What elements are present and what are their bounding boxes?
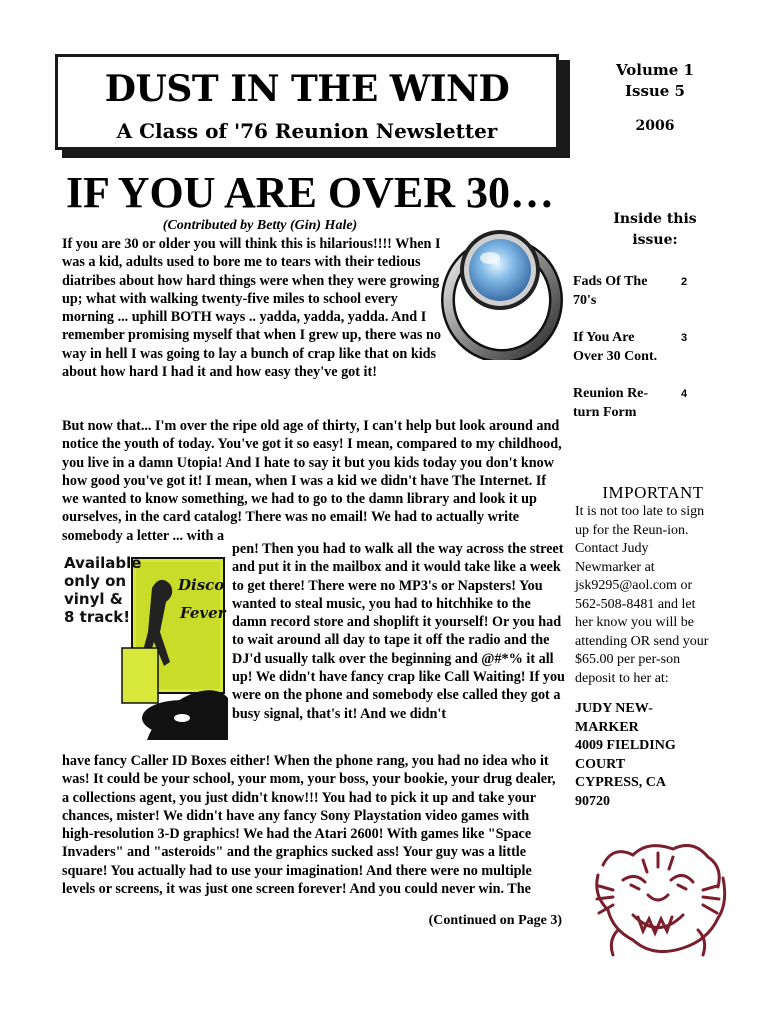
address-line: 90720 <box>575 793 610 809</box>
inside-title-line1: Inside this <box>613 211 697 227</box>
album-title-line1: Disco <box>178 576 225 594</box>
toc-item-reunion-form[interactable] <box>573 385 723 422</box>
toc-item-page: 3 <box>681 332 688 344</box>
address-line: COURT <box>575 756 626 772</box>
important-heading: IMPORTANT <box>602 483 704 502</box>
article-paragraph-3: pen! Then you had to walk all the way across the street and put it in the mailbox and it would take like a week to get there! There were no MP3's or Napsters! You wanted to steal music, you had to hitchhike to the damn record store and shoplift it yourself! Or you had to wait around all day to tape it off the radio and the DJ'd usually talk over the beginning and @#*% it all up! We didn't have fancy crap like Call Waiting! If you were on the phone and somebody else called they got a busy signal, that's it! And we didn't <box>232 541 565 722</box>
volume-issue <box>580 60 730 102</box>
address-line: JUDY NEW- <box>575 701 653 716</box>
toc-item-label: Fads Of The 70's <box>573 274 648 308</box>
article-byline: (Contributed by Betty (Gin) Hale) <box>162 218 358 233</box>
toc-item-label: Reunion Re-turn Form <box>573 386 649 420</box>
issue-label: Issue 5 <box>624 82 685 100</box>
toc-item-fads[interactable] <box>573 273 723 310</box>
address-line: CYPRESS, CA <box>575 775 667 790</box>
continued-note: (Continued on Page 3) <box>428 913 562 928</box>
ad-text-line4: 8 track! <box>64 608 131 626</box>
newsletter-title: DUST IN THE WIND <box>104 68 510 110</box>
toc-item-label: If You Are Over 30 Cont. <box>573 330 658 364</box>
inside-title-line2: issue: <box>632 232 678 248</box>
tiger-mascot-icon <box>583 835 733 965</box>
toc-item-page: 4 <box>681 388 688 400</box>
mood-ring-icon <box>440 220 565 360</box>
ad-text-line2: only on <box>64 572 127 590</box>
inside-issue-title <box>580 209 730 251</box>
article-paragraph-1: If you are 30 or older you will think this is hilarious!!!! When I was a kid, adults used to bore me to tears with their tedious diatribes about how hard things were when they were growing up; what with walking twenty-five miles to school every morning ... uphill BOTH ways .. yadda, yadda, yadda. And I remember promising myself that when I grew up, there was no way in hell I was going to lay a bunch of crap like that on kids about how hard I had it and how easy they've got it! <box>62 236 441 381</box>
ad-text-line3: vinyl & <box>64 590 123 608</box>
ad-text-line1: Available <box>64 554 142 572</box>
important-body: It is not too late to sign up for the Reun-ion. Contact Judy Newmarker at jsk9295@aol.com or 562-508-8481 and let her know you will be attending OR send your $65.00 per per-son deposit to her at: <box>575 504 709 686</box>
address-line: 4009 FIELDING <box>575 738 676 753</box>
article-paragraph-4: have fancy Caller ID Boxes either! When the phone rang, you had no idea who it was! It could be your school, your mom, your boss, your bookie, your drug dealer, a collections agent, you just didn't know!!! You had to pick it up and take your chances, mister! We didn't have any fancy Sony Playstation video games with high-resolution 3-D graphics! We had the Atari 2600! With games like "Space Invaders" and "asteroids" and the graphics sucked ass! Your guy was a little square! You actually had to use your imagination! And there were no multiple levels or screens, it was just one screen forever! And you could never win. The <box>62 753 556 898</box>
article-paragraph-2: But now that... I'm over the ripe old age of thirty, I can't help but look around and notice the youth of today. You've got it so easy! I mean, compared to my childhood, you live in a damn Utopia! And I hate to say it but you kids today you don't know how good you've got it! I mean, when I was a kid we didn't have The Internet. If we wanted to know something, we had to go to the damn library and look it up ourselves, in the card catalog! There was no email! We had to actually write somebody a letter ... with a <box>62 418 562 544</box>
disco-album-icon <box>62 548 228 740</box>
article-headline: IF YOU ARE OVER 30… <box>65 168 555 217</box>
mailing-address <box>575 700 725 811</box>
issue-year: 2006 <box>635 118 675 134</box>
volume-label: Volume 1 <box>616 61 694 79</box>
toc-item-over-30[interactable] <box>573 329 723 366</box>
address-line: MARKER <box>575 719 639 735</box>
newsletter-subtitle: A Class of '76 Reunion Newsletter <box>116 119 498 143</box>
toc-item-page: 2 <box>681 276 688 288</box>
album-title-line2: Fever <box>180 604 226 622</box>
